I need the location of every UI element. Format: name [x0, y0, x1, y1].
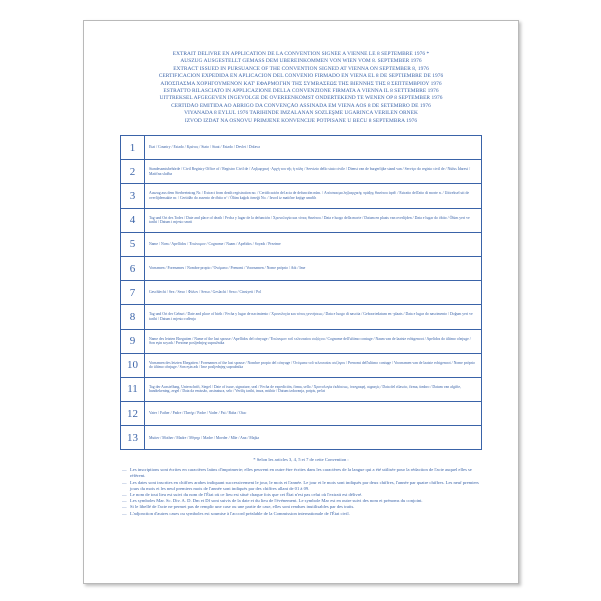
form-row — [121, 402, 481, 426]
form-row — [121, 426, 481, 449]
row-label: Tag der Ausstellung, Unterschrift, Siegel / Date of issue, signature, seal / Fecha de expedición, firma, sello / Χρονολογία ἐκδόσεως, ὑπογραφή, σφραγίς / Data del rilascio, firma, timbro / Datum van afgifte, handtekening, zegel / Data da emissão, assinatura, selo / Veriliş tarihi, imza, mühür / Datum izdavanja, potpis, pečat — [149, 384, 461, 394]
row-label: Tag und Ort des Todes / Date and place of death / Fecha y lugar de la defunción / Χρονολογία και τόπος θανάτου / Data e luogo della morte / Datum en plaats van overlijden / Data e lugar do óbito / Ölüm yeri ve tarihi / Datum i mjesto smrti — [149, 215, 470, 225]
form-table — [120, 135, 482, 450]
header-line: UITTREKSEL AFGEGEVEN INGEVOLGE DE OVEREENKOMST ONDERTEKEND TE WENEN OP 8 SEPTEMBER 1976 — [159, 95, 443, 102]
row-number: 10 — [121, 354, 145, 377]
row-number: 4 — [121, 209, 145, 232]
form-row — [121, 257, 481, 281]
header-line: ESTRATTO RILASCIATO IN APPLICAZIONE DELLA CONVENZIONE FIRMATA A VIENNA IL 8 SETTEMBRE 1976 — [163, 88, 439, 95]
row-label: Vornamen des letzten Ehegatten / Forenames of the last spouse / Nombre propio del cónyuge / Ὀνόματα τοῦ τελευταίου συζύγου / Prenomi dell'ultimo coniuge / Voornamen van de laatste echtgenoot / Nome próprio do último cônjuge / Son eşin adı / Ime posljednjeg supružnika — [149, 360, 475, 370]
row-number: 5 — [121, 233, 145, 256]
row-label: Name / Nom / Apellidos / Ἐπώνυμον / Cognome / Naam / Apelidos / Soyadı / Prezime — [149, 242, 281, 247]
form-row — [121, 330, 481, 354]
row-number: 1 — [121, 136, 145, 159]
row-label: Mutter / Mother / Madre / Μήτηρ / Madre / Moeder / Mãe / Ana / Majka — [149, 435, 260, 440]
row-label: Etat / Country / Estado / Κράτος / Stato / Staat / Estado / Devlet / Država — [149, 145, 260, 150]
note-item: — Le nom de tout lieu est suivi du nom de l'État où ce lieu est situé chaque fois que cet État n'est pas celui où l'extrait est délivré. — [122, 492, 480, 498]
note-item: — Les inscriptions sont écrites en caractères latins d'imprimerie; elles peuvent en outre être écrites dans les caractères de la langue qui a été utilisée pour la rédaction de l'acte auquel elles se réfèrent. — [122, 467, 480, 479]
row-number: 6 — [121, 257, 145, 280]
header-line: CERTIFICACION EXPEDIDA EN APLICACION DEL CONVENIO FIRMADO EN VIENA EL 8 DE SEPTIEMBRE DE 1976 — [158, 73, 444, 80]
row-number: 13 — [121, 426, 145, 449]
document-page — [83, 20, 519, 584]
form-row — [121, 136, 481, 160]
note-item: — Si le libellé de l'acte ne permet pas de remplir une case ou une partie de case, elles sont rendues inutilisables par des traits. — [122, 504, 480, 510]
form-row — [121, 184, 481, 208]
form-row — [121, 209, 481, 233]
row-label: Auszug aus dem Sterbeeintrag Nr. / Extract from death registration no. / Certificación del acta de defunción núm. / Απόσπασμα ληξιαρχικής πράξης θανάτου ἀριθ. / Estratto dell'atto di morte n. / Uittreksel uit de overlijdensakte nr. / Certidão do assento de óbito nº / Ölüm kağıdı örneği No. / Izvod iz matične knjige umrlih — [149, 191, 470, 200]
notes-block — [122, 457, 480, 517]
header-line: CERTIDÃO EMITIDA AO ABRIGO DA CONVENÇÃO ASSINADA EM VIENA AOS 8 DE SETEMBRO DE 1976 — [171, 102, 431, 109]
row-number: 11 — [121, 378, 145, 401]
row-number: 12 — [121, 402, 145, 425]
note-item: — L'adjonction d'autres cases ou symboles est soumise à l'accord préalable de la Commission internationale de l'État civil. — [122, 511, 480, 517]
row-label: Name des letzten Ehegatten / Name of the last spouse / Apellidos del cónyuge / Ἐπώνυμον τοῦ τελευταίου συζύγου / Cognome dell'ultimo coniuge / Naam van de laatste echtgenoot / Apelidos do último cônjuge / Son eşin soyadı / Prezime posljednjeg supružnika — [149, 336, 471, 346]
row-label: Vater / Father / Padre / Πατήρ / Padre / Vader / Pai / Baba / Otac — [149, 411, 247, 416]
footnote-heading: * Selon les articles 3, 4, 5 et 7 de cette Convention : — [253, 457, 349, 462]
row-number: 8 — [121, 305, 145, 328]
note-item: — Les symboles Mar. Sc. Div. A. D. Dm et Df sont suivis de la date et du lieu de l'événement. Le symbole Mar est en outre suivi des nom et prénoms du conjoint. — [122, 498, 480, 504]
row-label: Standesamtsbehörde / Civil Registry Office of / Registro Civil de / Ληξιαρχική ·Αρχή του τῆς ἡ πόλη / Servizio dello stato civile / Dienst van de burgerlijke stand van / Serviço do registo civil de / Nüfus İdaresi / Matična služba — [149, 167, 471, 176]
row-number: 7 — [121, 281, 145, 304]
header-line: ΑΠΟΣΠΑΣΜΑ ΧΟΡΗΓΟΥΜΕΝΟΝ ΚΑΤ' ΕΦΑΡΜΟΓΗΝ ΤΗΣ ΣΥΜΒΑΣΕΩΣ ΤΗΣ ΒΙΕΝΝΗΣ ΤΗΣ 8 ΣΕΠΤΕΜΒΡΙΟΥ 1976 — [160, 80, 442, 87]
row-number: 3 — [121, 184, 145, 207]
form-row — [121, 160, 481, 184]
header-line: EXTRACT ISSUED IN PURSUANCE OF THE CONVENTION SIGNED AT VIENNA ON SEPTEMBER 8, 1976 — [173, 65, 429, 72]
header-line: EXTRAIT DÉLIVRÉ EN APPLICATION DE LA CONVENTION SIGNÉE A VIENNE LE 8 SEPTEMBRE 1976 * — [172, 51, 430, 57]
row-label: Tag und Ort der Geburt / Date and place of birth / Fecha y lugar de nacimiento / Χρονολογία και τόπος γεννήσεως / Data e luogo di nascita / Geboortedatum en -plaats / Data e lugar do nascimento / Doğum yeri ve tarihi / Datum i mjesto rođenja — [149, 312, 473, 321]
form-row — [121, 233, 481, 257]
form-row — [121, 305, 481, 329]
note-item: — Les dates sont inscrites en chiffres arabes indiquant successivement le jour, le mois et l'année. Le jour et le mois sont indiqués par deux chiffres, l'année par quatre chiffres. Les neuf premiers jours du mois et les neuf premiers mois de l'année sont indiqués par des chiffres allant de 01 à 09. — [122, 480, 480, 492]
row-label: Geschlecht / Sex / Sexo / Φύλον / Sesso / Geslacht / Sexo / Cinsiyeti / Pol — [149, 290, 262, 295]
row-number: 9 — [121, 330, 145, 353]
header-block — [84, 51, 518, 125]
row-number: 2 — [121, 160, 145, 183]
form-row — [121, 354, 481, 378]
form-row — [121, 281, 481, 305]
header-line: VIYANADA 8 EYLÜL 1976 TARIHINDE IMZALANAN SÖZLEŞME UGARINCA VERILEN ÖRNEK — [184, 110, 418, 117]
header-line: AUSZUG AUSGESTELLT GEMÄSS DEM ÜBEREINKOMMEN VON WIEN VOM 8. SEPTEMBER 1976 — [180, 58, 422, 65]
notes-list — [122, 467, 480, 517]
form-row — [121, 378, 481, 402]
header-line: IZVOD IZDAT NA OSNOVU PRIMJENE KONVENCIJE POTPISANE U BEČU 8 SEPTEMBRA 1976 — [184, 117, 418, 124]
row-label: Vornamen / Forenames / Nombre propio / Ὀνόματα / Prenomi / Voornamen / Nome próprio / Adı / Ime — [149, 266, 306, 271]
